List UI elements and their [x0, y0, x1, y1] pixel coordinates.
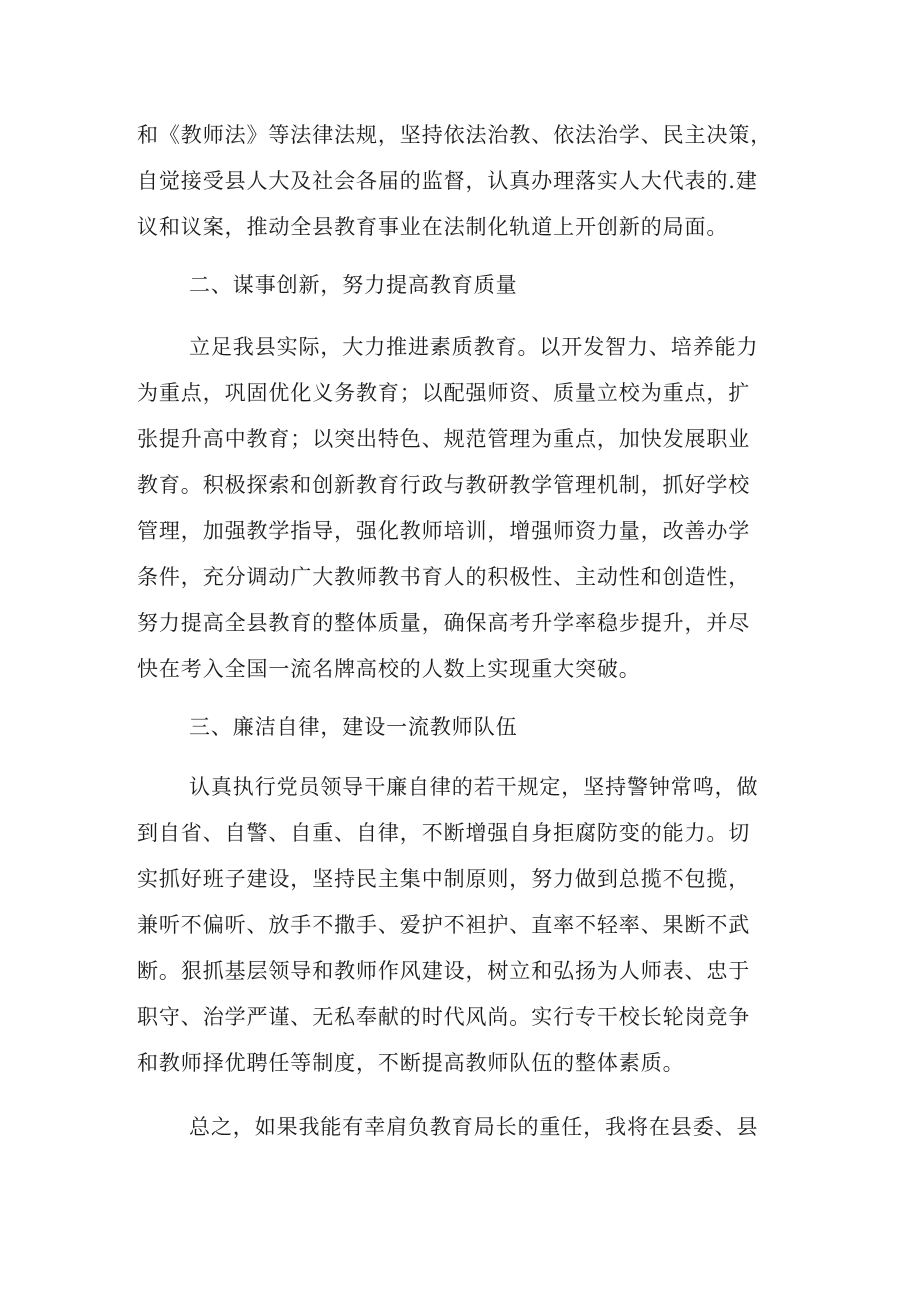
paragraph-line: 努力提高全县教育的整体质量，确保高考升学率稳步提升，并尽: [137, 611, 751, 635]
paragraph-line: 总之，如果我能有幸肩负教育局长的重任，我将在县委、县: [189, 1115, 759, 1139]
paragraph-line: 张提升高中教育；以突出特色、规范管理为重点，加快发展职业: [137, 427, 751, 451]
paragraph-line: 议和议案，推动全县教育事业在法制化轨道上开创新的局面。: [137, 215, 729, 239]
paragraph-line: 为重点，巩固优化义务教育；以配强师资、质量立校为重点，扩: [137, 381, 751, 405]
paragraph-line: 和教师择优聘任等制度，不断提高教师队伍的整体素质。: [137, 1051, 685, 1075]
paragraph-line: 实抓好班子建设，坚持民主集中制原则，努力做到总揽不包揽，: [137, 867, 751, 891]
paragraph-line: 教育。积极探索和创新教育行政与教研教学管理机制，抓好学校: [137, 473, 751, 497]
section-heading: 二、谋事创新，努力提高教育质量: [189, 273, 518, 297]
paragraph-line: 立足我县实际，大力推进素质教育。以开发智力、培养能力: [189, 335, 759, 359]
paragraph-line: 职守、治学严谨、无私奉献的时代风尚。实行专干校长轮岗竞争: [137, 1005, 751, 1029]
paragraph-line: 管理，加强教学指导，强化教师培训，增强师资力量，改善办学: [137, 519, 751, 543]
paragraph-line: 认真执行党员领导干廉自律的若干规定，坚持警钟常鸣，做: [189, 775, 759, 799]
section-heading: 三、廉洁自律，建设一流教师队伍: [189, 715, 518, 739]
paragraph-line: 快在考入全国一流名牌高校的人数上实现重大突破。: [137, 657, 641, 681]
paragraph-line: 条件，充分调动广大教师教书育人的积极性、主动性和创造性，: [137, 565, 751, 589]
paragraph-line: 自觉接受县人大及社会各届的监督，认真办理落实人大代表的.建: [137, 169, 758, 193]
paragraph-line: 和《教师法》等法律法规，坚持依法治教、依法治学、民主决策，: [137, 123, 773, 147]
paragraph-line: 断。狠抓基层领导和教师作风建设，树立和弘扬为人师表、忠于: [137, 959, 751, 983]
paragraph-line: 兼听不偏听、放手不撒手、爱护不袒护、直率不轻率、果断不武: [137, 913, 751, 937]
paragraph-line: 到自省、自警、自重、自律，不断增强自身拒腐防变的能力。切: [137, 821, 751, 845]
